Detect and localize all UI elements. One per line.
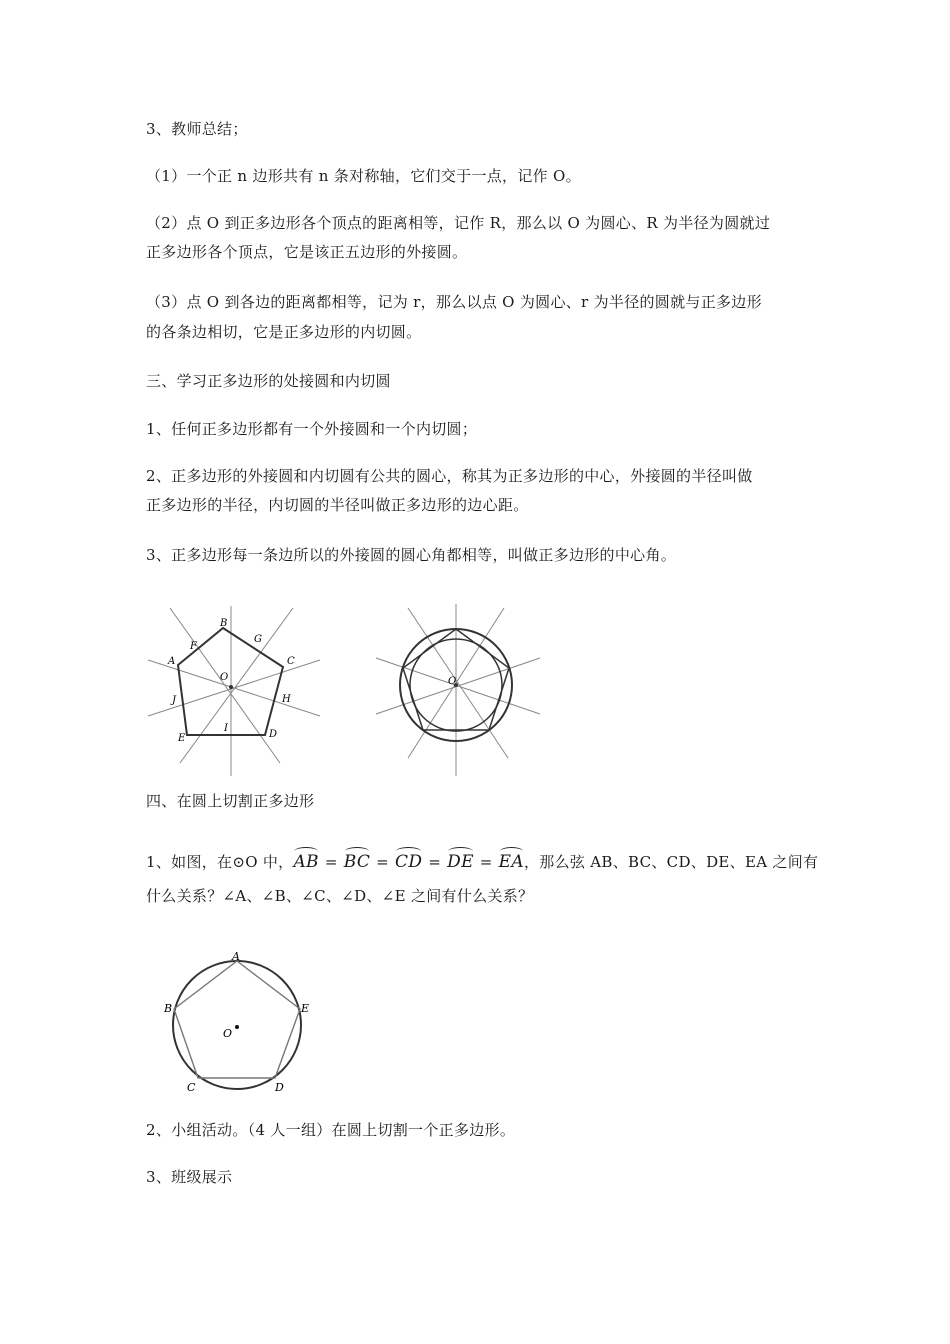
label-F: F [190, 641, 197, 652]
label-J: J [172, 695, 177, 706]
arc-BC: BC [343, 852, 371, 872]
equals-sign: = [479, 853, 493, 871]
label-E: E [178, 733, 186, 744]
paragraph-symmetry-axes: （1）一个正 n 边形共有 n 条对称轴，它们交于一点，记作 O。 [146, 167, 581, 185]
inscribed-pentagon-figure [160, 948, 320, 1096]
faint-mark [298, 829, 360, 833]
paragraph-circumcircle-2: 正多边形各个顶点，它是该正五边形的外接圆。 [146, 243, 468, 261]
paragraph-circumcircle-1: （2）点 O 到正多边形各个顶点的距离相等，记作 R，那么以 O 为圆心、R 为半径为圆就过 [146, 214, 771, 232]
paragraph-class-show: 3、班级展示 [146, 1168, 233, 1186]
paragraph-central-angle: 3、正多边形每一条边所以的外接圆的圆心角都相等，叫做正多边形的中心角。 [146, 546, 677, 564]
label-I: I [224, 723, 228, 734]
arc-DE: DE [447, 852, 474, 872]
paragraph-center-radius-2: 正多边形的半径，内切圆的半径叫做正多边形的边心距。 [146, 496, 529, 514]
label-B: B [220, 618, 228, 629]
equals-sign: = [428, 853, 442, 871]
label-E-fig3: E [301, 1002, 310, 1015]
paragraph-center-radius-1: 2、正多边形的外接圆和内切圆有公共的圆心，称其为正多边形的中心，外接圆的半径叫做 [146, 467, 753, 485]
label-A-fig3: A [232, 950, 240, 963]
label-D: D [269, 729, 278, 740]
section-heading-4: 四、在圆上切割正多边形 [146, 792, 315, 810]
label-D-fig3: D [275, 1081, 284, 1094]
paragraph-group-activity: 2、小组活动。（4 人一组）在圆上切割一个正多边形。 [146, 1121, 516, 1139]
label-O: O [220, 672, 229, 683]
label-B-fig3: B [164, 1002, 173, 1015]
question-arcs [146, 852, 818, 872]
paragraph-incircle-2: 的各条边相切，它是正多边形的内切圆。 [146, 323, 422, 341]
question-suffix: ，那么弦 AB、BC、CD、DE、EA 之间有 [523, 853, 819, 871]
label-A: A [168, 656, 176, 667]
label-H: H [282, 694, 291, 705]
paragraph-incircle-1: （3）点 O 到各边的距离都相等，记为 r，那么以点 O 为圆心、r 为半径的圆就与正多边形 [146, 293, 762, 311]
equals-sign: = [376, 853, 390, 871]
label-G: G [254, 634, 262, 645]
section-heading-3: 三、学习正多边形的处接圆和内切圆 [146, 372, 391, 390]
arc-AB: AB [293, 852, 319, 872]
label-C-fig3: C [187, 1081, 196, 1094]
label-O-fig3: O [223, 1027, 233, 1040]
arc-CD: CD [395, 852, 423, 872]
pentagon-circles-figure [368, 598, 548, 778]
paragraph-teacher-summary: 3、教师总结； [146, 120, 248, 138]
arc-EA: EA [498, 852, 524, 872]
label-C: C [287, 656, 295, 667]
label-O-fig2: O [448, 676, 457, 687]
paragraph-every-polygon: 1、任何正多边形都有一个外接圆和一个内切圆； [146, 420, 478, 438]
question-prefix: 1、如图，在⊙O 中， [146, 853, 294, 871]
question-angles: 什么关系？∠A、∠B、∠C、∠D、∠E 之间有什么关系？ [146, 887, 534, 905]
pentagon-symmetry-figure [140, 598, 325, 778]
equals-sign: = [324, 853, 338, 871]
